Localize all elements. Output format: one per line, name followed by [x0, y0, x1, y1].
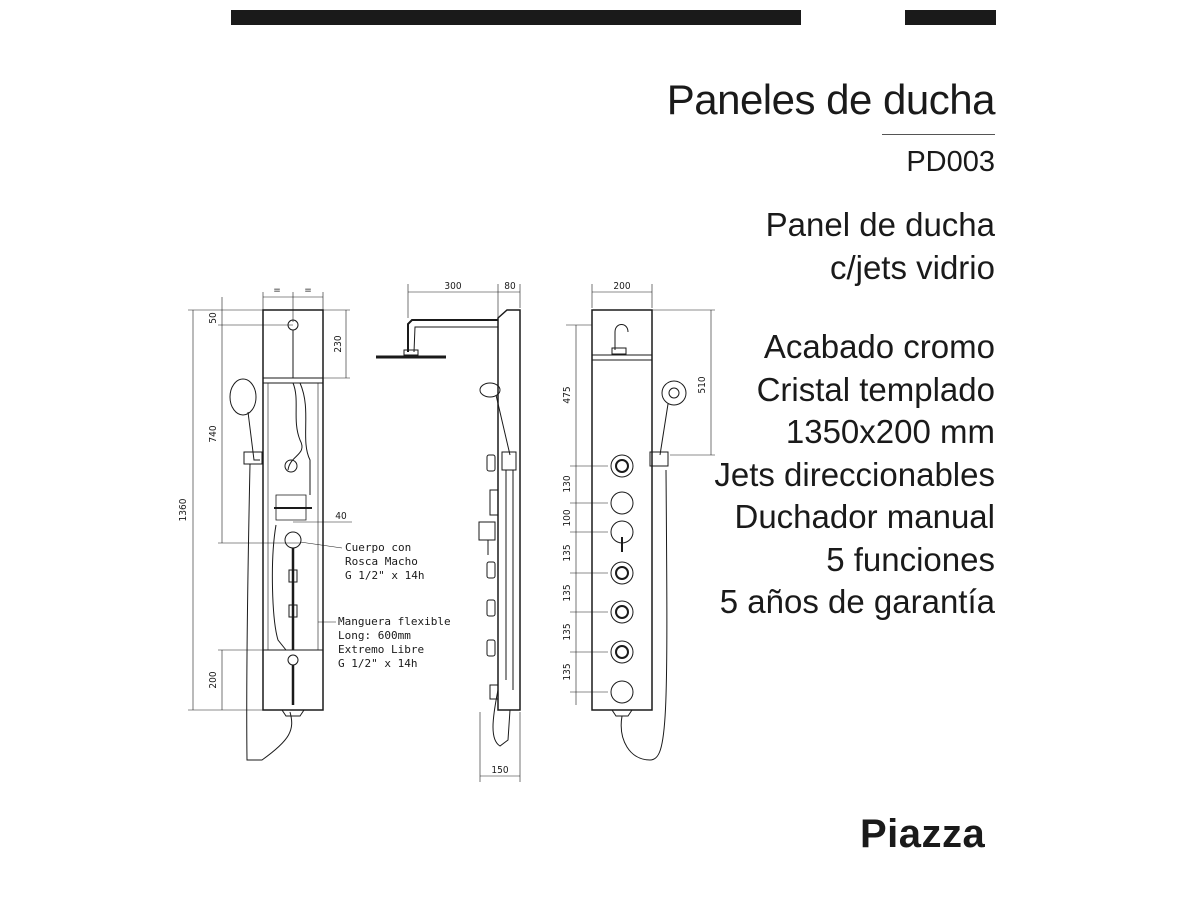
- description-line: Panel de ducha: [765, 206, 995, 243]
- product-code: PD003: [906, 146, 995, 178]
- dim-spacing: 135: [562, 663, 573, 681]
- jet: [611, 681, 633, 703]
- dim-top: 50: [208, 312, 219, 324]
- jet: [611, 521, 633, 552]
- dim-spacing: 135: [562, 544, 573, 562]
- dim-bottom: 200: [208, 671, 219, 689]
- width-mark: =: [273, 285, 281, 296]
- front-dimension-labels: [178, 285, 451, 689]
- dim-depth-bottom: 150: [491, 765, 509, 776]
- brand-logo: Piazza: [860, 812, 986, 856]
- hose-note: Extremo Libre: [338, 643, 425, 656]
- feature-item: Jets direccionables: [714, 455, 995, 493]
- jet: [611, 455, 633, 477]
- jet: [611, 562, 633, 584]
- feature-item: 5 funciones: [826, 540, 995, 578]
- body-note: Cuerpo con: [345, 541, 412, 554]
- body-note: Rosca Macho: [345, 555, 418, 568]
- page-title: Paneles de ducha: [666, 76, 995, 123]
- jet: [611, 492, 633, 514]
- back-dimension-labels: [562, 281, 708, 681]
- dim-handshower: 510: [697, 376, 708, 394]
- dim-rain-zone: 740: [208, 425, 219, 443]
- feature-item: 1350x200 mm: [785, 413, 995, 450]
- feature-item: Duchador manual: [734, 498, 995, 535]
- dim-offset: 40: [335, 511, 347, 522]
- jet: [611, 641, 633, 663]
- side-view: [376, 284, 520, 782]
- side-dimension-labels: [444, 281, 516, 776]
- feature-item: Acabado cromo: [763, 328, 995, 365]
- dim-width: 200: [613, 281, 631, 292]
- hose-note: Manguera flexible: [338, 615, 451, 628]
- dim-spacing: 135: [562, 623, 573, 641]
- feature-item: Cristal templado: [756, 370, 995, 408]
- dim-arm: 300: [444, 281, 462, 292]
- dim-total: 1360: [178, 498, 189, 522]
- front-view: [188, 292, 352, 760]
- description-line: c/jets vidrio: [829, 249, 995, 286]
- width-mark: =: [304, 285, 312, 296]
- hose-note: G 1/2" x 14h: [338, 657, 418, 670]
- dim-side-top: 230: [333, 335, 344, 353]
- jet: [611, 601, 633, 623]
- dim-depth-top: 80: [504, 281, 516, 292]
- feature-item: 5 años de garantía: [719, 583, 995, 620]
- dim-spacing: 130: [562, 475, 573, 493]
- dim-spacing: 135: [562, 584, 573, 602]
- dim-spacing: 100: [562, 509, 573, 527]
- back-view: [566, 284, 715, 760]
- body-note: G 1/2" x 14h: [345, 569, 425, 582]
- dim-top-to-jet: 475: [562, 386, 573, 404]
- hose-note: Long: 600mm: [338, 629, 411, 642]
